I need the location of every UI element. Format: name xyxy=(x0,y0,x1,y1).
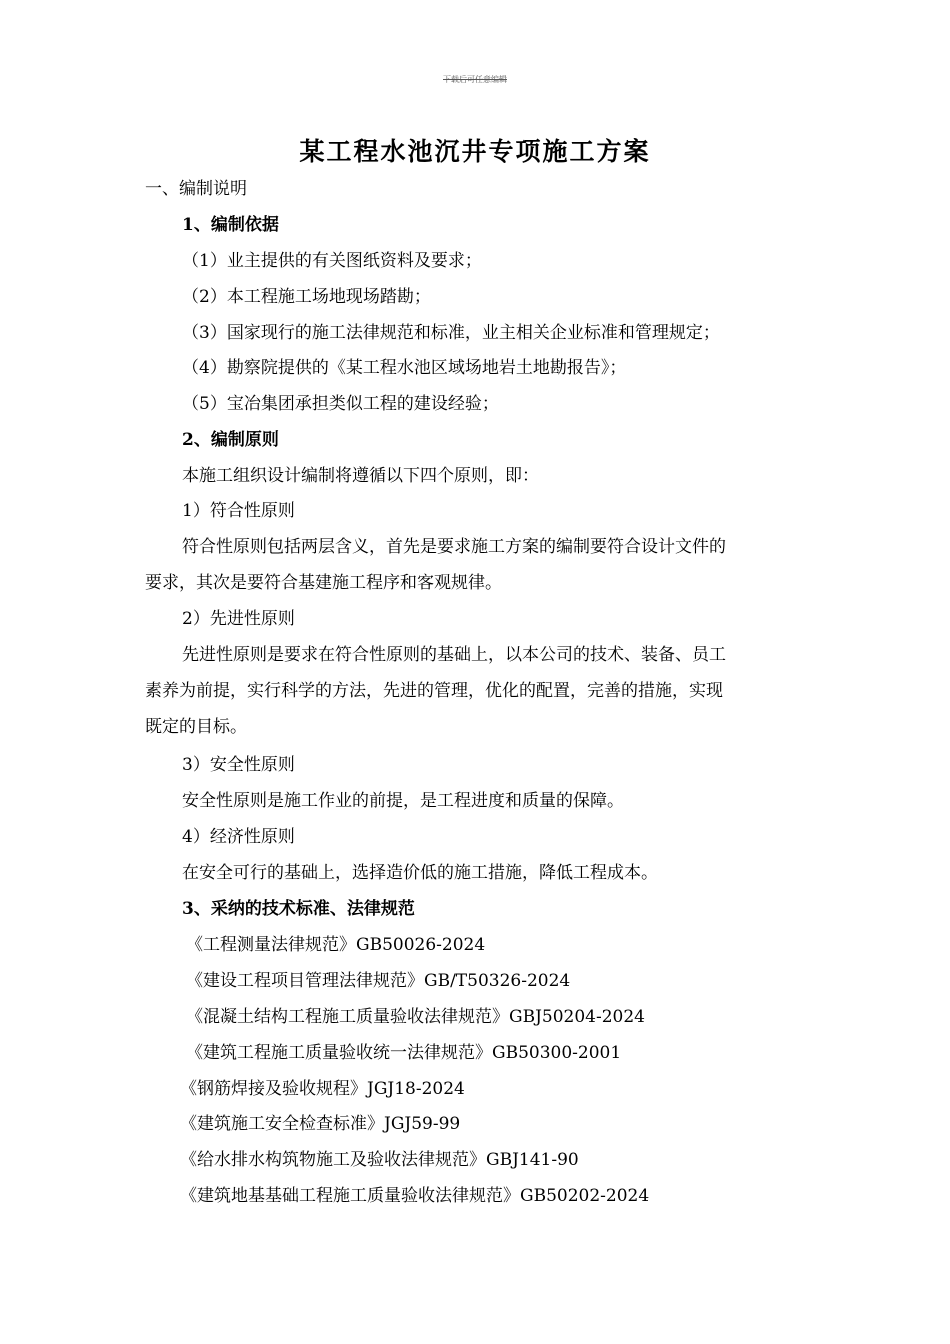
basis-item: （2）本工程施工场地现场踏勘； xyxy=(182,287,431,307)
principle-title: 3）安全性原则 xyxy=(182,755,295,775)
subheading-standards: 3、采纳的技术标准、法律规范 xyxy=(182,899,415,919)
principle-title: 1）符合性原则 xyxy=(182,501,295,521)
principle-text: 在安全可行的基础上，选择造价低的施工措施，降低工程成本。 xyxy=(182,863,658,883)
basis-item: （5）宝冶集团承担类似工程的建设经验； xyxy=(182,394,499,414)
standard-item: 《建筑施工安全检查标准》JGJ59-99 xyxy=(180,1114,461,1134)
standard-item: 《建设工程项目管理法律规范》GB/T50326-2024 xyxy=(186,971,571,991)
principle-text: 先进性原则是要求在符合性原则的基础上，以本公司的技术、装备、员工 xyxy=(182,645,726,665)
standard-item: 《给水排水构筑物施工及验收法律规范》GBJ141-90 xyxy=(180,1150,579,1170)
subheading-principles: 2、编制原则 xyxy=(182,430,279,450)
subheading-basis: 1、编制依据 xyxy=(182,215,279,235)
section-heading-compilation: 一、编制说明 xyxy=(145,179,247,199)
basis-item: （1）业主提供的有关图纸资料及要求； xyxy=(182,251,482,271)
principle-text: 要求，其次是要符合基建施工程序和客观规律。 xyxy=(145,573,502,593)
standard-item: 《工程测量法律规范》GB50026-2024 xyxy=(186,935,486,955)
standard-item: 《建筑工程施工质量验收统一法律规范》GB50300-2001 xyxy=(186,1043,622,1063)
principle-text: 符合性原则包括两层含义，首先是要求施工方案的编制要符合设计文件的 xyxy=(182,537,726,557)
principles-intro: 本施工组织设计编制将遵循以下四个原则，即： xyxy=(182,466,539,486)
principle-text: 既定的目标。 xyxy=(145,717,247,737)
standard-item: 《混凝土结构工程施工质量验收法律规范》GBJ50204-2024 xyxy=(186,1007,645,1027)
document-title: 某工程水池沉井专项施工方案 xyxy=(299,137,651,166)
principle-title: 4）经济性原则 xyxy=(182,827,295,847)
standard-item: 《建筑地基基础工程施工质量验收法律规范》GB50202-2024 xyxy=(180,1186,650,1206)
header-note: 下载后可任意编辑 xyxy=(443,75,507,84)
standard-item: 《钢筋焊接及验收规程》JGJ18-2024 xyxy=(180,1079,465,1099)
principle-text: 安全性原则是施工作业的前提，是工程进度和质量的保障。 xyxy=(182,791,624,811)
principle-title: 2）先进性原则 xyxy=(182,609,295,629)
basis-item: （4）勘察院提供的《某工程水池区域场地岩土地勘报告》； xyxy=(182,358,627,378)
basis-item: （3）国家现行的施工法律规范和标准，业主相关企业标准和管理规定； xyxy=(182,323,720,343)
principle-text: 素养为前提，实行科学的方法，先进的管理，优化的配置，完善的措施，实现 xyxy=(145,681,723,701)
